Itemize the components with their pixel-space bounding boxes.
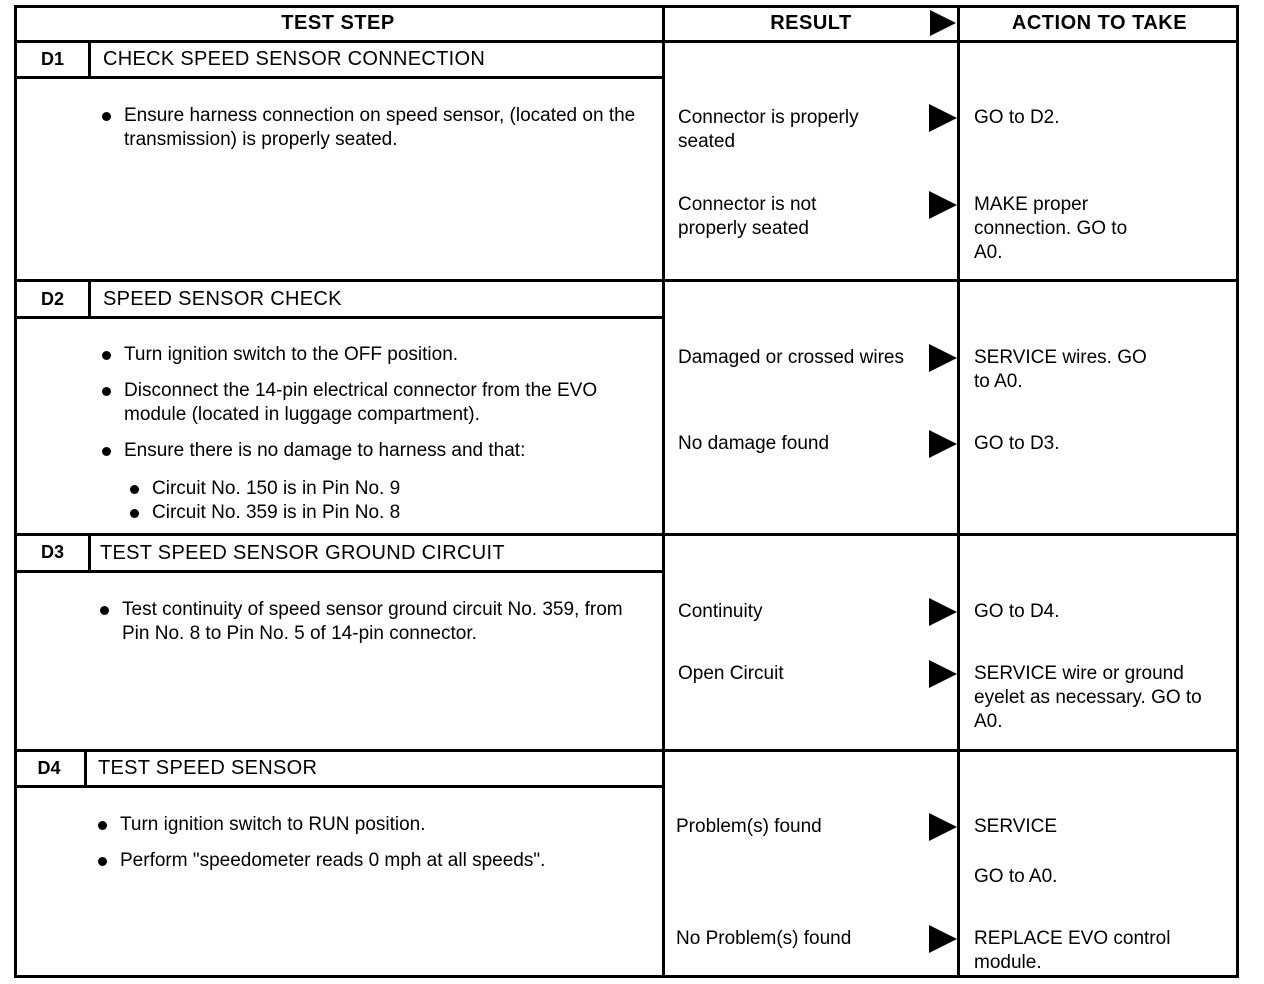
d3-result-1: Continuity bbox=[678, 601, 763, 622]
d4-arrow-1-icon bbox=[929, 813, 957, 841]
d4-code-divider bbox=[84, 752, 87, 786]
list-item: Turn ignition switch to RUN position. bbox=[96, 813, 656, 837]
d3-result-2: Open Circuit bbox=[678, 663, 784, 684]
sub-list-item: Circuit No. 359 is in Pin No. 8 bbox=[128, 501, 640, 525]
d3-title-bottom bbox=[14, 570, 665, 573]
list-item: Ensure there is no damage to harness and that: bbox=[100, 439, 640, 463]
d2-instructions bbox=[100, 343, 640, 525]
d3-code-divider bbox=[88, 536, 91, 571]
bullet-icon bbox=[98, 821, 107, 830]
d1-title: CHECK SPEED SENSOR CONNECTION bbox=[103, 48, 486, 70]
d1-code-divider bbox=[88, 43, 91, 77]
d2-title-bottom bbox=[14, 316, 665, 319]
d3-arrow-2-icon bbox=[929, 660, 957, 688]
bullet-icon bbox=[130, 485, 139, 494]
d4-result-2: No Problem(s) found bbox=[676, 928, 852, 949]
list-item: Test continuity of speed sensor ground circuit No. 359, from Pin No. 8 to Pin No. 5 of 14-pin connector. bbox=[98, 598, 638, 646]
bullet-icon bbox=[102, 387, 111, 396]
list-item: Ensure harness connection on speed sensor, (located on the transmission) is properly seated. bbox=[100, 104, 640, 152]
d4-action-1-extra: GO to A0. bbox=[974, 866, 1058, 887]
bullet-icon bbox=[102, 351, 111, 360]
d2-title: SPEED SENSOR CHECK bbox=[103, 288, 342, 310]
d4-instructions bbox=[96, 813, 656, 873]
d2-arrow-1-icon bbox=[929, 344, 957, 372]
d2-result-1: Damaged or crossed wires bbox=[678, 347, 904, 368]
d1-arrow-1-icon bbox=[929, 104, 957, 132]
header-action: ACTION TO TAKE bbox=[1011, 12, 1188, 34]
d4-title-bottom bbox=[14, 785, 665, 788]
d1-result-2: Connector is not properly seated bbox=[678, 194, 817, 239]
list-item: Perform "speedometer reads 0 mph at all speeds". bbox=[96, 849, 656, 873]
d4-action-1: SERVICE bbox=[974, 816, 1058, 837]
d2-action-1: SERVICE wires. GO to A0. bbox=[974, 347, 1147, 392]
d1-instructions bbox=[100, 104, 640, 152]
column-divider-action bbox=[957, 5, 960, 978]
header-arrow-icon bbox=[930, 10, 956, 36]
d3-arrow-1-icon bbox=[929, 598, 957, 626]
column-divider-result bbox=[662, 5, 665, 978]
bullet-icon bbox=[100, 606, 109, 615]
d4-action-2: REPLACE EVO control module. bbox=[974, 928, 1171, 973]
list-item: Disconnect the 14-pin electrical connector from the EVO module (located in luggage compartment). bbox=[100, 379, 640, 427]
d2-arrow-2-icon bbox=[929, 430, 957, 458]
d1-action-2: MAKE proper connection. GO to A0. bbox=[974, 194, 1128, 263]
bullet-icon bbox=[102, 447, 111, 456]
d2-code: D2 bbox=[40, 289, 64, 309]
d2-result-2: No damage found bbox=[678, 433, 830, 454]
d3-action-1: GO to D4. bbox=[974, 601, 1060, 622]
sub-list-item: Circuit No. 150 is in Pin No. 9 bbox=[128, 477, 640, 501]
d4-arrow-2-icon bbox=[929, 925, 957, 953]
d1-action-1: GO to D2. bbox=[974, 107, 1060, 128]
list-item: Turn ignition switch to the OFF position. bbox=[100, 343, 640, 367]
header-test-step: TEST STEP bbox=[281, 12, 395, 34]
d3-title: TEST SPEED SENSOR GROUND CIRCUIT bbox=[100, 542, 505, 564]
d2-code-divider bbox=[88, 282, 91, 317]
bullet-icon bbox=[130, 509, 139, 518]
bullet-icon bbox=[102, 112, 111, 121]
d1-arrow-2-icon bbox=[929, 191, 957, 219]
d1-result-1: Connector is properly seated bbox=[678, 107, 859, 152]
d3-action-2: SERVICE wire or ground eyelet as necessary. GO to A0. bbox=[974, 663, 1202, 732]
header-result: RESULT bbox=[770, 12, 852, 34]
d1-code: D1 bbox=[40, 49, 64, 69]
d1-title-bottom bbox=[14, 76, 665, 79]
d4-result-1: Problem(s) found bbox=[676, 816, 822, 837]
d4-code: D4 bbox=[37, 758, 61, 778]
d2-action-2: GO to D3. bbox=[974, 433, 1060, 454]
d4-title: TEST SPEED SENSOR bbox=[98, 757, 318, 779]
bullet-icon bbox=[98, 857, 107, 866]
d3-code: D3 bbox=[40, 542, 64, 562]
d3-instructions bbox=[98, 598, 638, 646]
